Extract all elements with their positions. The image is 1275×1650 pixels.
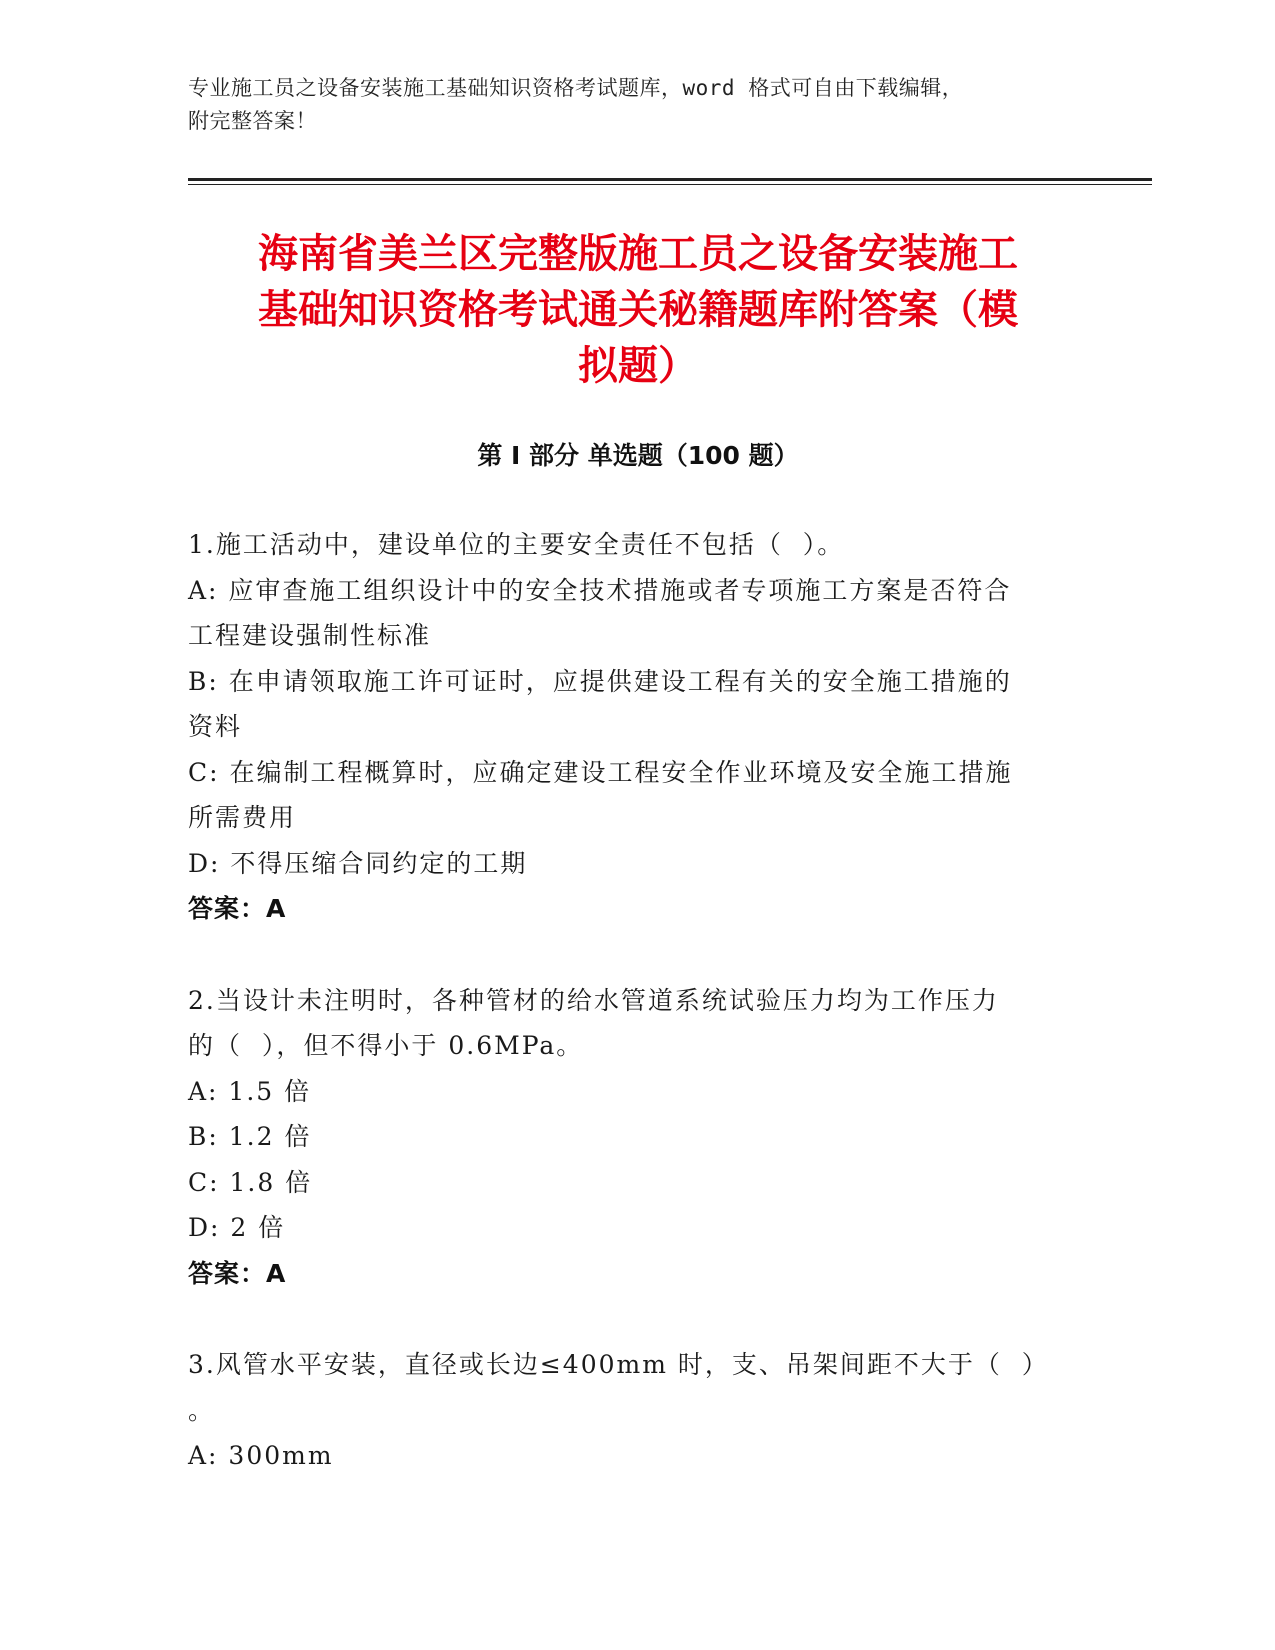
- question-stem-continued: 。: [188, 1395, 216, 1425]
- header-rule-thick: [188, 178, 1152, 181]
- question-1: [188, 522, 1068, 932]
- question-3: [188, 1342, 1068, 1479]
- answer: 答案：A: [188, 1258, 287, 1288]
- header-rule-thin: [188, 184, 1152, 185]
- option-b-continued: 资料: [188, 712, 243, 741]
- option-d: D: 2 倍: [188, 1213, 286, 1242]
- question-stem: 1.施工活动中，建设单位的主要安全责任不包括（ ）。: [188, 530, 845, 559]
- document-title-line-3: 拟题）: [578, 343, 698, 389]
- question-stem: 3.风管水平安装，直径或长边≤400mm 时，支、吊架间距不大于（ ）: [188, 1350, 1049, 1379]
- question-list: [188, 522, 1068, 1525]
- option-a: A: 1.5 倍: [188, 1076, 312, 1106]
- question-stem-continued: 的（ ），但不得小于 0.6MPa。: [188, 1031, 584, 1060]
- question-2: [188, 978, 1068, 1297]
- option-a: A: 300mm: [188, 1441, 334, 1470]
- option-c-continued: 所需费用: [188, 803, 297, 832]
- header-note: [188, 72, 1068, 138]
- option-a-continued: 工程建设强制性标准: [188, 621, 432, 650]
- option-c: C: 1.8 倍: [188, 1167, 313, 1197]
- option-a: A: 应审查施工组织设计中的安全技术措施或者专项施工方案是否符合: [188, 575, 1012, 605]
- header-note-line-2: 附完整答案！: [188, 109, 317, 133]
- option-b: B: 在申请领取施工许可证时，应提供建设工程有关的安全施工措施的: [188, 666, 1012, 696]
- header-note-line-1: 专业施工员之设备安装施工基础知识资格考试题库，word 格式可自由下载编辑，: [188, 76, 964, 100]
- option-b: B: 1.2 倍: [188, 1122, 312, 1151]
- option-c: C: 在编制工程概算时，应确定建设工程安全作业环境及安全施工措施: [188, 757, 1013, 787]
- section-title: 第 I 部分 单选题（100 题）: [477, 441, 799, 470]
- document-title-line-2: 基础知识资格考试通关秘籍题库附答案（模: [258, 287, 1018, 333]
- document-title-line-1: 海南省美兰区完整版施工员之设备安装施工: [258, 231, 1018, 277]
- answer: 答案：A: [188, 894, 287, 923]
- question-stem: 2.当设计未注明时，各种管材的给水管道系统试验压力均为工作压力: [188, 985, 999, 1015]
- option-d: D: 不得压缩合同约定的工期: [188, 848, 528, 878]
- document-title: [188, 226, 1088, 394]
